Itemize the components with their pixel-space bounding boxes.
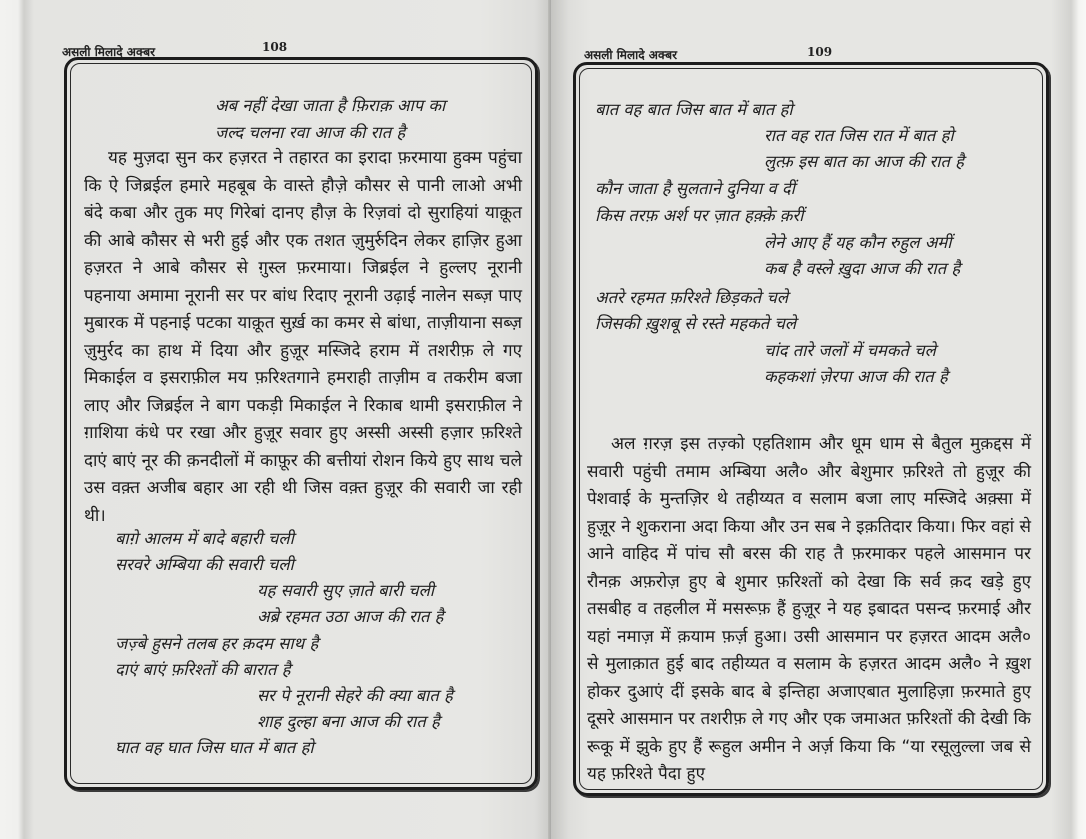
verse-line: सर पे नूरानी सेहरे की क्या बात है <box>257 686 453 705</box>
verse-line: कहकशां ज़ेरपा आज की रात है <box>764 367 948 386</box>
verse-line: लेने आए हैं यह कौन रुहुल अमीं <box>764 233 952 252</box>
running-head-right: असली मिलादे अक्बर <box>584 48 678 62</box>
verse-top-line: अब नहीं देखा जाता है फ़िराक़ आप का <box>215 96 446 115</box>
verse-line: जज़्बे हुसने तलब हर क़दम साथ है <box>115 634 319 653</box>
running-head-left: असली मिलादे अक्बर <box>62 45 156 59</box>
verse-line: रात वह रात जिस रात में बात हो <box>764 126 954 145</box>
prose-paragraph: यह मुज़दा सुन कर हज़रत ने तहारत का इरादा फ़रमाया हुक्म पहुंचा कि ऐ जिब्रईल हमारे महबूब के वास्ते हौज़े कौसर से पानी लाओ अभी बंदे कबा और तुक मए गिरेबां दानए हौज़ के रिज़वां दो सुराहियां याक़ूत की आबे कौसर से भरी हुई और एक तशत ज़ुमुर्रुदिन लेकर हाज़िर हुआ हज़रत ने आबे कौसर से ग़ुस्ल फ़रमाया। जिब्रईल ने हुल्लए नूरानी पहनाया अमामा नूरानी सर पर बांध रिदाए नूरानी उढ़ाई नालेन सब्ज़ पाए मुबारक में पहनाई पटका याक़ूत सुर्ख़ का कमर से बांधा, ताज़ीयाना सब्ज़ ज़ुमुर्रद का हाथ में दिया और हुज़ूर मस्जिदे हराम में तशरीफ़ ले गए मिकाईल व इसराफ़ील मय फ़रिश्तगाने हमराही ताज़ीम व तकरीम बजा लाए और जिब्रईल ने बाग पकड़ी मिकाईल ने रिकाब थामी इसराफ़ील ने ग़ाशिया कंधे पर रखा और हुज़ूर सवार हुए अस्सी अस्सी हज़ार फ़रिश्ते दाएं बाएं नूर की क़नदीलों में काफ़ूर की बत्तीयां रोशन किये हुए साथ चले उस वक़्त अजीब बहार आ रही थी जिस वक़्त हुज़ूर की सवारी जा रही थी। <box>84 148 522 526</box>
page-number-left: 108 <box>262 40 288 54</box>
prose-paragraph: अल ग़रज़ इस तज़्को एहतिशाम और धूम धाम से बैतुल मुक़द्दस में सवारी पहुंची तमाम अम्बिया अलै० और बेशुमार फ़रिश्ते तो हुज़ूर की पेशवाई के मुन्तज़िर थे तहीय्यत व सलाम बजा लाए मस्जिदे अक़्सा में हुज़ूर ने शुकराना अदा किया और उन सब ने इक़तिदार किया। फिर वहां से आने वाहिद में पांच सौ बरस की राह तै फ़रमाकर पहले आसमान पर रौनक़ अफ़रोज़ हुए बे शुमार फ़रिश्तों को देखा कि सर्व क़द खड़े हुए तसबीह व तहलील में मसरूफ़ हैं हुज़ूर ने यह इबादत पसन्द फ़रमाई और यहां नमाज़ में क़याम फ़र्ज़ हुआ। उसी आसमान पर हज़रत आदम अलै० से मुलाक़ात हुई बाद तहीय्यत व सलाम के हज़रत आदम अलै० ने ख़ुश होकर दुआएं दीं इसके बाद बे इन्तिहा अजाएबात मुलाहिज़ा फ़रमाते हुए दूसरे आसमान पर तशरीफ़ ले गए और एक जमाअत फ़रिश्तों की देखी कि रूकू में झुके हुए हैं रूहुल अमीन ने अर्ज़ किया कि “या रसूलुल्ला जब से यह फ़रिश्ते पैदा हुए <box>587 434 1031 784</box>
verse-line: यह सवारी सुए ज़ाते बारी चली <box>257 581 435 600</box>
verse-line: घात वह घात जिस घात में बात हो <box>115 738 314 757</box>
right-page <box>551 0 1086 839</box>
verse-line: कौन जाता है सुलताने दुनिया व दीं <box>595 179 795 198</box>
verse-line: अतरे रहमत फ़रिश्ते छिड़कते चले <box>595 288 789 307</box>
verse-line: बाग़े आलम में बादे बहारी चली <box>115 529 294 548</box>
verse-line: सरवरे अम्बिया की सवारी चली <box>115 555 294 574</box>
verse-line: चांद तारे जलों में चमकते चले <box>764 341 936 360</box>
page-number-right: 109 <box>807 45 833 59</box>
verse-line: जिसकी ख़ुशबू से रस्ते महकते चले <box>595 314 797 333</box>
verse-line: किस तरफ़ अर्श पर ज़ात हक़्क़े क़रीं <box>595 206 804 225</box>
verse-line: बात वह बात जिस बात में बात हो <box>595 100 793 119</box>
prose-block-left <box>84 145 522 530</box>
verse-top-line: जल्द चलना रवा आज की रात है <box>215 123 406 142</box>
verse-line: दाएं बाएं फ़रिश्तों की बारात है <box>115 660 291 679</box>
verse-line: अब्रे रहमत उठा आज की रात है <box>257 607 444 626</box>
prose-block-right <box>587 431 1031 789</box>
verse-line: कब है वस्ले ख़ुदा आज की रात है <box>764 259 961 278</box>
verse-line: शाह दुल्हा बना आज की रात है <box>257 712 440 731</box>
verse-line: लुत्फ़ इस बात का आज की रात है <box>764 152 964 171</box>
